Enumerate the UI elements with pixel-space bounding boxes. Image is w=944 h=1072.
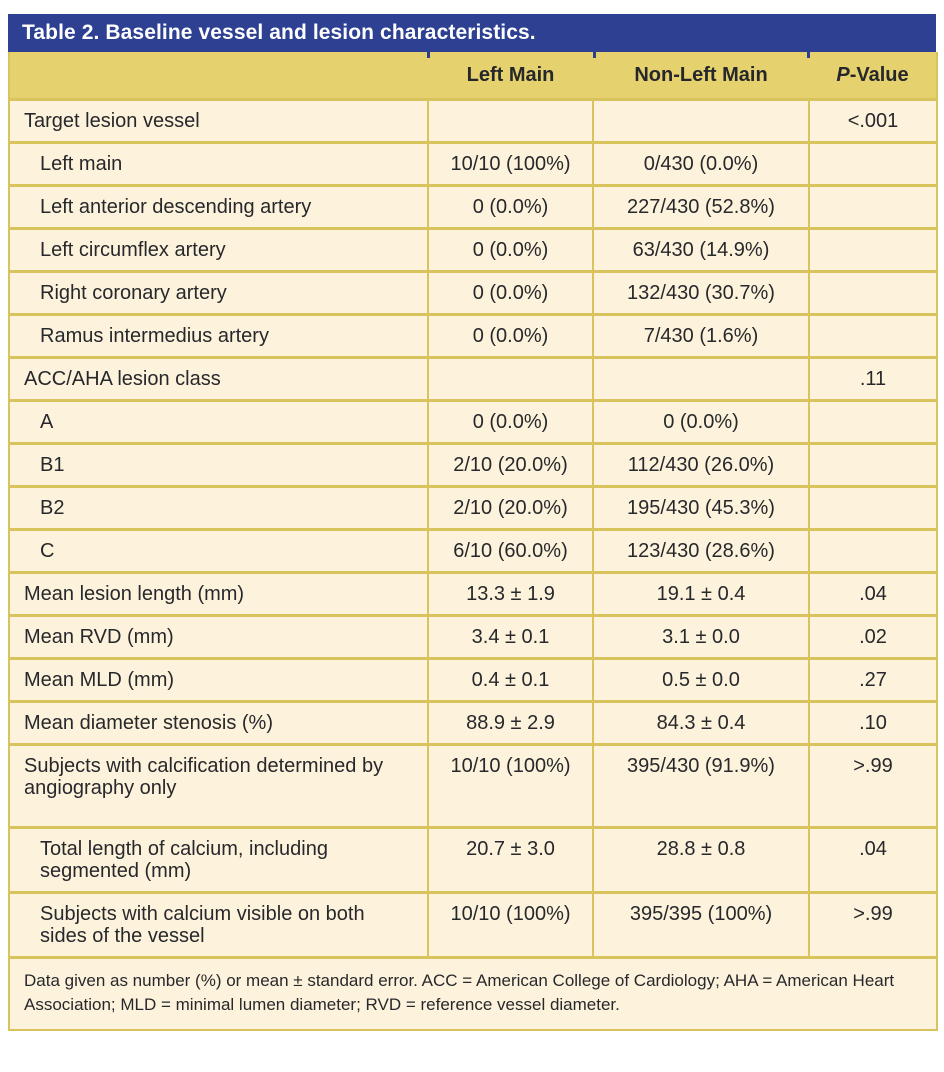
cell-non-left-main: 132/430 (30.7%)	[593, 272, 809, 315]
cell-non-left-main: 19.1 ± 0.4	[593, 573, 809, 616]
cell-p-value: <.001	[809, 100, 937, 143]
table-row	[9, 444, 937, 487]
column-divider-tick	[593, 52, 596, 58]
cell-non-left-main: 7/430 (1.6%)	[593, 315, 809, 358]
row-label: ACC/AHA lesion class	[9, 358, 428, 401]
table-row	[9, 893, 937, 958]
cell-left-main: 20.7 ± 3.0	[428, 828, 593, 893]
cell-p-value: .02	[809, 616, 937, 659]
cell-non-left-main: 28.8 ± 0.8	[593, 828, 809, 893]
table-row	[9, 100, 937, 143]
column-header-empty	[9, 52, 428, 100]
table-row	[9, 401, 937, 444]
cell-p-value	[809, 229, 937, 272]
cell-non-left-main: 112/430 (26.0%)	[593, 444, 809, 487]
cell-left-main	[428, 358, 593, 401]
table-title: Table 2. Baseline vessel and lesion characteristics.	[22, 21, 536, 44]
cell-left-main: 0.4 ± 0.1	[428, 659, 593, 702]
cell-left-main: 0 (0.0%)	[428, 186, 593, 229]
table-row	[9, 229, 937, 272]
cell-p-value: .04	[809, 573, 937, 616]
p-value-suffix: -Value	[849, 64, 909, 86]
p-value-italic-p: P	[836, 64, 850, 86]
table-row	[9, 358, 937, 401]
cell-non-left-main: 3.1 ± 0.0	[593, 616, 809, 659]
row-label: B1	[9, 444, 428, 487]
table-row	[9, 487, 937, 530]
cell-non-left-main: 84.3 ± 0.4	[593, 702, 809, 745]
table-row	[9, 745, 937, 828]
table-row	[9, 573, 937, 616]
cell-p-value	[809, 444, 937, 487]
cell-p-value: .27	[809, 659, 937, 702]
row-label: Mean lesion length (mm)	[9, 573, 428, 616]
cell-p-value	[809, 401, 937, 444]
row-label: Subjects with calcium visible on both sides of the vessel	[9, 893, 428, 958]
cell-left-main: 0 (0.0%)	[428, 229, 593, 272]
cell-non-left-main: 63/430 (14.9%)	[593, 229, 809, 272]
cell-non-left-main: 0/430 (0.0%)	[593, 143, 809, 186]
cell-p-value	[809, 143, 937, 186]
row-label: Ramus intermedius artery	[9, 315, 428, 358]
column-header-left-main: Left Main	[428, 52, 593, 100]
row-label: C	[9, 530, 428, 573]
column-header-p-value	[809, 52, 937, 100]
cell-p-value: .11	[809, 358, 937, 401]
cell-p-value: >.99	[809, 893, 937, 958]
cell-non-left-main	[593, 358, 809, 401]
cell-non-left-main: 395/395 (100%)	[593, 893, 809, 958]
cell-p-value	[809, 186, 937, 229]
cell-left-main: 0 (0.0%)	[428, 401, 593, 444]
cell-left-main: 10/10 (100%)	[428, 143, 593, 186]
cell-non-left-main: 0.5 ± 0.0	[593, 659, 809, 702]
cell-left-main	[428, 100, 593, 143]
cell-p-value	[809, 315, 937, 358]
footnote-row	[9, 958, 937, 1031]
row-label: Left main	[9, 143, 428, 186]
cell-non-left-main: 395/430 (91.9%)	[593, 745, 809, 828]
row-label: Right coronary artery	[9, 272, 428, 315]
table-title-bar	[8, 14, 936, 52]
cell-p-value	[809, 530, 937, 573]
cell-p-value	[809, 272, 937, 315]
cell-p-value: .10	[809, 702, 937, 745]
cell-non-left-main: 227/430 (52.8%)	[593, 186, 809, 229]
cell-left-main: 0 (0.0%)	[428, 315, 593, 358]
column-header-row	[9, 52, 937, 100]
row-label: Subjects with calcification determined by angiography only	[9, 745, 428, 828]
cell-non-left-main	[593, 100, 809, 143]
table-row	[9, 272, 937, 315]
table-row	[9, 659, 937, 702]
cell-p-value: .04	[809, 828, 937, 893]
cell-non-left-main: 195/430 (45.3%)	[593, 487, 809, 530]
row-label: Mean diameter stenosis (%)	[9, 702, 428, 745]
cell-left-main: 13.3 ± 1.9	[428, 573, 593, 616]
row-label: Target lesion vessel	[9, 100, 428, 143]
cell-left-main: 2/10 (20.0%)	[428, 444, 593, 487]
cell-left-main: 0 (0.0%)	[428, 272, 593, 315]
cell-left-main: 3.4 ± 0.1	[428, 616, 593, 659]
cell-left-main: 88.9 ± 2.9	[428, 702, 593, 745]
cell-p-value	[809, 487, 937, 530]
column-divider-tick	[807, 52, 810, 58]
row-label: B2	[9, 487, 428, 530]
cell-left-main: 10/10 (100%)	[428, 893, 593, 958]
cell-left-main: 6/10 (60.0%)	[428, 530, 593, 573]
table-row	[9, 143, 937, 186]
row-label: Left anterior descending artery	[9, 186, 428, 229]
cell-left-main: 2/10 (20.0%)	[428, 487, 593, 530]
cell-non-left-main: 123/430 (28.6%)	[593, 530, 809, 573]
row-label: Mean RVD (mm)	[9, 616, 428, 659]
row-label: A	[9, 401, 428, 444]
baseline-characteristics-table	[8, 52, 938, 1031]
column-divider-tick	[427, 52, 430, 58]
table-card	[8, 14, 936, 1031]
table-footnote: Data given as number (%) or mean ± standard error. ACC = American College of Cardiology; AHA = American Heart Association; MLD = minimal lumen diameter; RVD = reference vessel diameter.	[9, 958, 937, 1031]
cell-p-value: >.99	[809, 745, 937, 828]
table-row	[9, 616, 937, 659]
row-label: Left circumflex artery	[9, 229, 428, 272]
cell-non-left-main: 0 (0.0%)	[593, 401, 809, 444]
table-row	[9, 186, 937, 229]
column-header-non-left-main: Non-Left Main	[593, 52, 809, 100]
table-row	[9, 530, 937, 573]
cell-left-main: 10/10 (100%)	[428, 745, 593, 828]
table-row	[9, 828, 937, 893]
table-row	[9, 315, 937, 358]
table-row	[9, 702, 937, 745]
row-label: Mean MLD (mm)	[9, 659, 428, 702]
row-label: Total length of calcium, including segmented (mm)	[9, 828, 428, 893]
